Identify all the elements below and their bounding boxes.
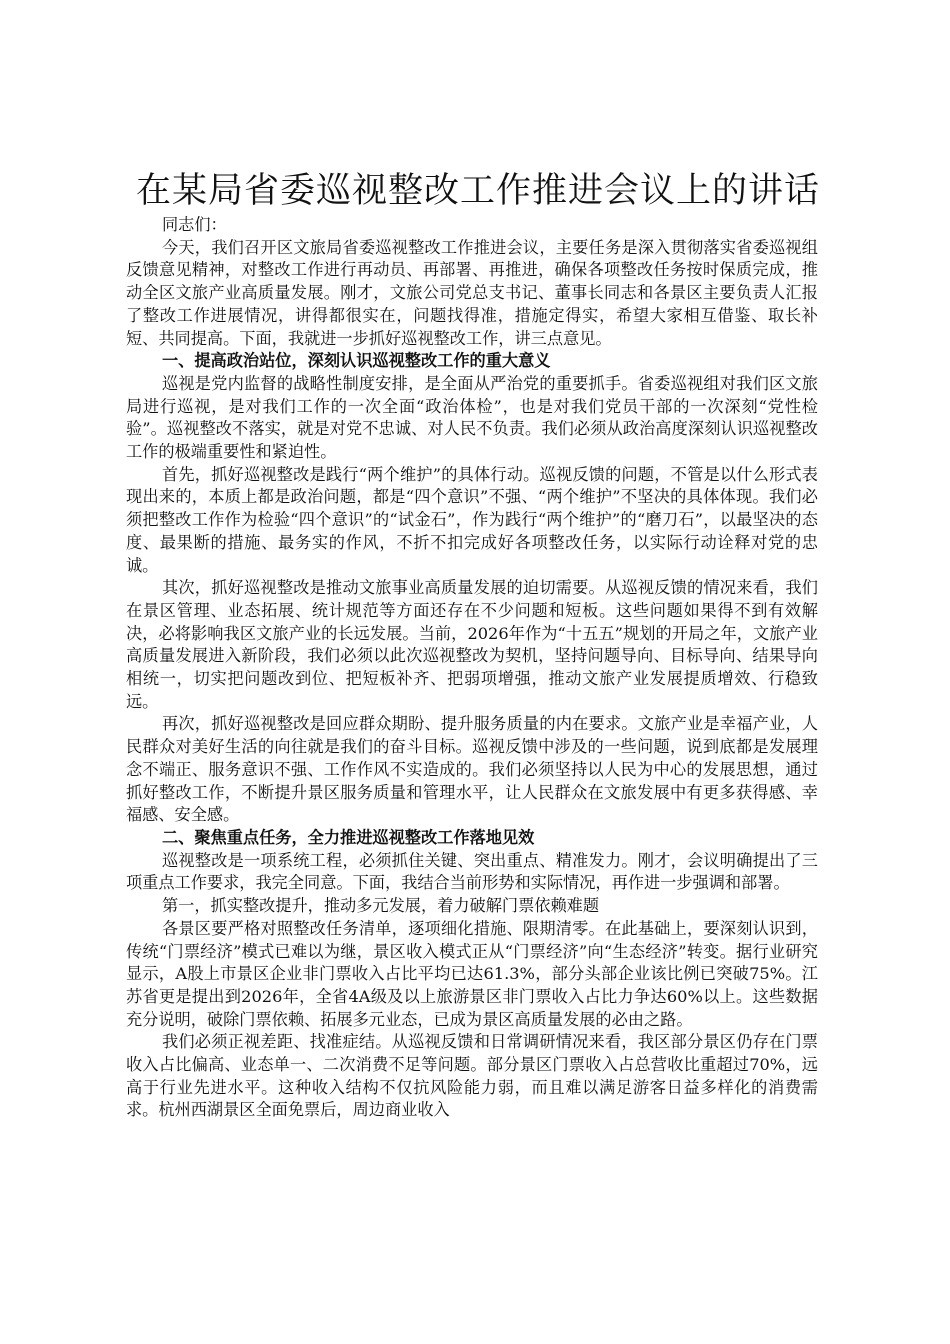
document-page: [126, 168, 821, 1122]
paragraph-intro: 今天，我们召开区文旅局省委巡视整改工作推进会议，主要任务是深入贯彻落实省委巡视组反馈意见精神，对整改工作进行再动员、再部署、再推进，确保各项整改任务按时保质完成，推动全区文旅产业高质量发展。刚才，文旅公司党总支书记、董事长同志和各景区主要负责人汇报了整改工作进展情况，讲得都很实在，问题找得准，措施定得实，希望大家相互借鉴、取长补短、共同提高。下面，我就进一步抓好巡视整改工作，讲三点意见。: [126, 237, 818, 348]
section-heading-2: 二、聚焦重点任务，全力推进巡视整改工作落地见效: [162, 827, 535, 847]
salutation: 同志们：: [162, 215, 227, 234]
paragraph: 巡视是党内监督的战略性制度安排，是全面从严治党的重要抓手。省委巡视组对我们区文旅局进行巡视，是对我们工作的一次全面“政治体检”，也是对我们党员干部的一次深刻“党性检验”。巡视整改不落实，就是对党不忠诚、对人民不负责。我们必须从政治高度深刻认识巡视整改工作的极端重要性和紧迫性。: [126, 373, 818, 462]
sub-heading-first: 第一，抓实整改提升，推动多元发展，着力破解门票依赖难题: [162, 896, 600, 916]
paragraph: 我们必须正视差距、找准症结。从巡视反馈和日常调研情况来看，我区部分景区仍存在门票收入占比偏高、业态单一、二次消费不足等问题。部分景区门票收入占总营收比重超过70%，远高于行业先进水平。这种收入结构不仅抗风险能力弱，而且难以满足游客日益多样化的消费需求。杭州西湖景区全面免票后，周边商业收入: [126, 1032, 818, 1120]
paragraph: 各景区要严格对照整改任务清单，逐项细化措施、限期清零。在此基础上，要深刻认识到，传统“门票经济”模式已难以为继，景区收入模式正从“门票经济”向“生态经济”转变。据行业研究显示，A股上市景区企业非门票收入占比平均已达61.3%，部分头部企业该比例已突破75%。江苏省更是提出到2026年，全省4A级及以上旅游景区非门票收入占比力争达60%以上。这些数据充分说明，破除门票依赖、拓展多元业态，已成为景区高质量发展的必由之路。: [126, 918, 818, 1029]
paragraph: 再次，抓好巡视整改是回应群众期盼、提升服务质量的内在要求。文旅产业是幸福产业，人民群众对美好生活的向往就是我们的奋斗目标。巡视反馈中涉及的一些问题，说到底都是发展理念不端正、服务意识不强、工作作风不实造成的。我们必须坚持以人民为中心的发展思想，通过抓好整改工作，不断提升景区服务质量和管理水平，让人民群众在文旅发展中有更多获得感、幸福感、安全感。: [126, 714, 818, 825]
paragraph: 其次，抓好巡视整改是推动文旅事业高质量发展的迫切需要。从巡视反馈的情况来看，我们在景区管理、业态拓展、统计规范等方面还存在不少问题和短板。这些问题如果得不到有效解决，必将影响我区文旅产业的长远发展。当前，2026年作为“十五五”规划的开局之年，文旅产业高质量发展进入新阶段，我们必须以此次巡视整改为契机，坚持问题导向、目标导向、结果导向相统一，切实把问题改到位、把短板补齐、把弱项增强，推动文旅产业发展提质增效、行稳致远。: [126, 578, 818, 711]
section-heading-1: 一、提高政治站位，深刻认识巡视整改工作的重大意义: [162, 351, 551, 371]
paragraph: 巡视整改是一项系统工程，必须抓住关键、突出重点、精准发力。刚才，会议明确提出了三项重点工作要求，我完全同意。下面，我结合当前形势和实际情况，再作进一步强调和部署。: [126, 850, 818, 893]
document-title: 在某局省委巡视整改工作推进会议上的讲话: [136, 171, 821, 211]
paragraph: 首先，抓好巡视整改是践行“两个维护”的具体行动。巡视反馈的问题，不管是以什么形式表现出来的，本质上都是政治问题，都是“四个意识”不强、“两个维护”不坚决的具体体现。我们必须把整改工作作为检验“四个意识”的“试金石”，作为践行“两个维护”的“磨刀石”，以最坚决的态度、最果断的措施、最务实的作风，不折不扣完成好各项整改任务，以实际行动诠释对党的忠诚。: [126, 464, 818, 575]
